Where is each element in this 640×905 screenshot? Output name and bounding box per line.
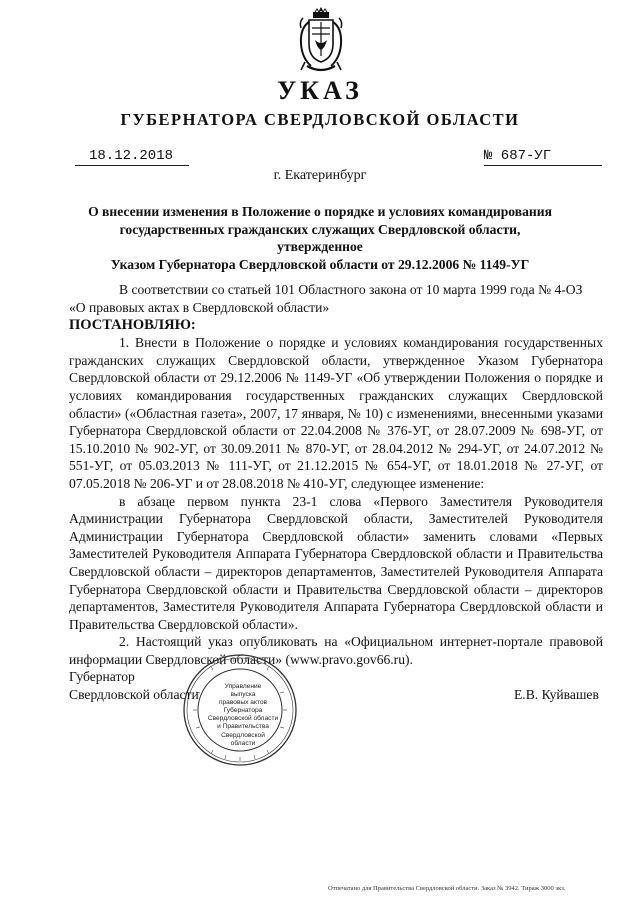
seal-line: правовых актов [218,699,268,707]
seal-line: области [230,739,256,747]
item-1-subclause: в абзаце первом пункта 23-1 слова «Первого Заместителя Руководителя Администрации Губернатора Свердловской области, Заместителей Руководителя Администрации Губернатора Свердловской области» заменить словами «Первых Заместителей Руководителя Аппарата Губернатора Свердловской области и Правительства Свердловской области – директоров департаментов, Заместителей Руководителя Аппарата Губернатора Свердловской области и Правительства Свердловской области – директоров департаментов, Заместителя Руководителя Аппарата Губернатора Свердловской области и Правительства Свердловской области». [69,493,603,632]
decree-title-line: Указом Губернатора Свердловской области от 29.12.2006 № 1149-УГ [110,256,530,272]
document-type: УКАЗ [277,76,363,105]
sverdlovsk-coat-of-arms-icon [295,6,347,76]
signatory-position-line: Свердловской области [69,686,199,702]
issuer-title: ГУБЕРНАТОРА СВЕРДЛОВСКОЙ ОБЛАСТИ [120,110,520,129]
seal-line: Управление [224,683,262,690]
seal-line: Губернатора [223,707,263,715]
print-footer: Отпечатано для Правительства Свердловской области. Заказ № 3942. Тираж 3000 экз. [328,885,566,892]
decree-title [80,203,560,273]
seal-line: Свердловской области [207,715,279,723]
decree-body [69,281,603,668]
seal-line: выпуска [230,691,256,699]
signatory-position-line: Губернатор [69,669,135,684]
decree-date: 18.12.2018 [75,148,189,166]
city: г. Екатеринбург [273,168,367,183]
item-1: 1. Внести в Положение о порядке и условиях командирования государственных гражданских служащих Свердловской области, утвержденное Указом Губернатора Свердловской области от 29.12.2006 № 1149-УГ «Об утверждении Положения о порядке и условиях командирования государственных гражданских служащих Свердловской области» («Областная газета», 2007, 17 января, № 10) с изменениями, внесенными указами Губернатора Свердловской области от 22.04.2008 № 376-УГ, от 28.07.2009 № 698-УГ, от 15.10.2010 № 902-УГ, от 30.09.2011 № 870-УГ, от 28.04.2012 № 294-УГ, от 24.07.2012 № 551-УГ, от 05.03.2013 № 111-УГ, от 21.12.2015 № 654-УГ, от 18.01.2018 № 27-УГ, от 07.05.2018 № 206-УГ и от 28.08.2018 № 410-УГ, следующее изменение: [69,335,603,491]
preamble: В соответствии со статьей 101 Областного закона от 10 марта 1999 года № 4-ОЗ [119,282,583,297]
decree-title-line: государственных гражданских служащих Свердловской области, утвержденное [119,221,521,254]
signatory-position [69,668,199,703]
preamble-continuation: «О правовых актах в Свердловской области» [69,299,330,315]
seal-line: Свердловской [221,731,265,739]
decree-word: ПОСТАНОВЛЯЮ: [69,317,196,334]
signatory-name: Е.В. Куйвашев [514,687,599,702]
seal-line: и Правительства [217,723,269,731]
seal-inner-text [202,683,284,748]
item-2: 2. Настоящий указ опубликовать на «Официальном интернет-портале правовой информации Свердловской области» (www.pravo.gov66.ru). [69,634,603,667]
decree-title-line: О внесении изменения в Положение о порядке и условиях командирования [88,204,552,219]
decree-number: № 687-УГ [484,148,602,166]
